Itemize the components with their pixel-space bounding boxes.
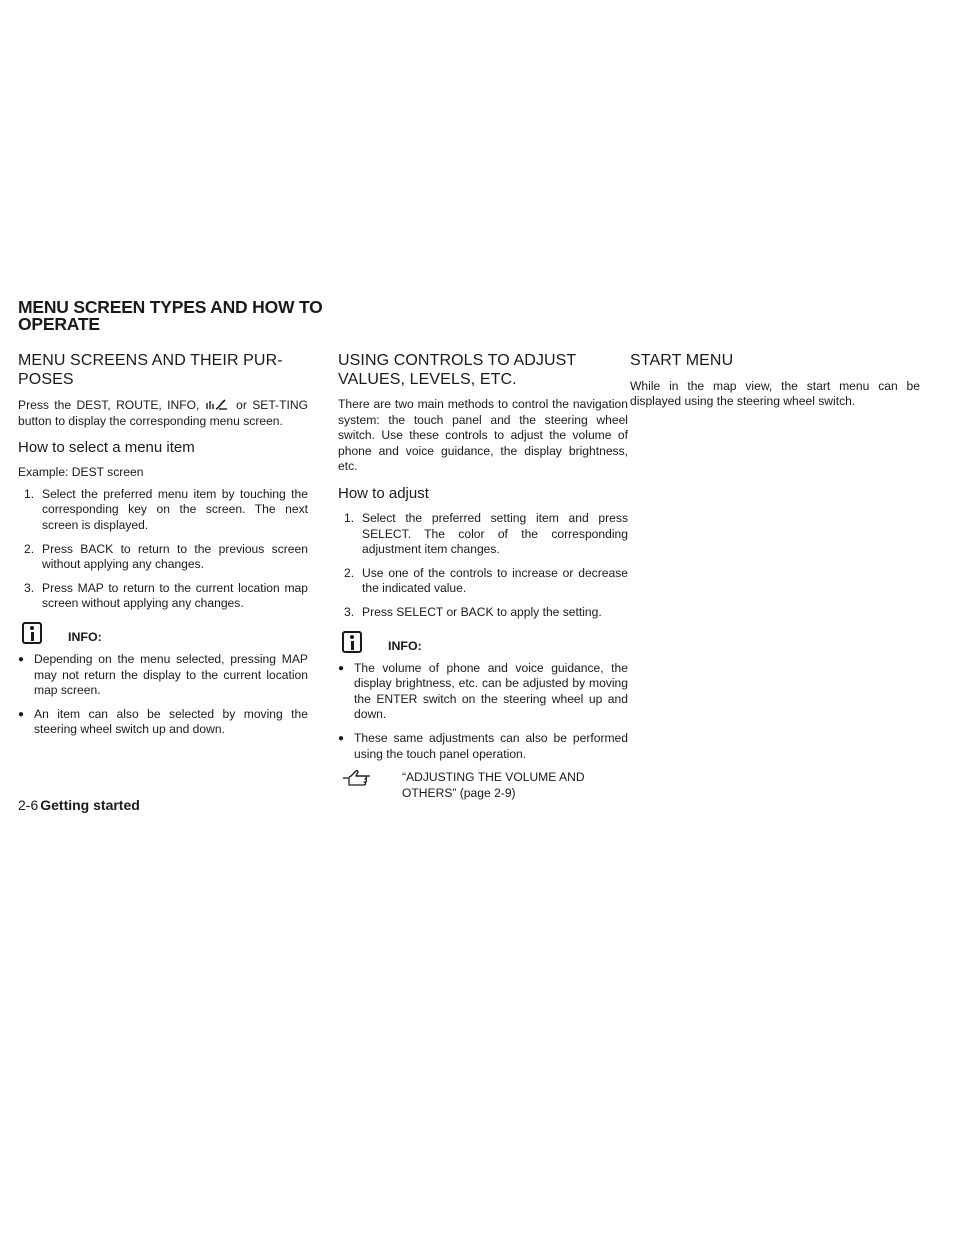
reference-text [402, 770, 585, 801]
list-item [18, 487, 308, 534]
column-start-menu [630, 352, 920, 416]
list-item [18, 581, 308, 612]
intro-text-a: Press the DEST, ROUTE, INFO, [18, 398, 200, 412]
subheading-how-to-adjust: How to adjust [338, 484, 429, 502]
info-icon [342, 631, 362, 653]
bullet-item: ● These same adjustments can also be performed using the touch panel operation. [338, 731, 628, 762]
step-number: 1. [344, 510, 355, 525]
info-label: INFO: [68, 629, 102, 644]
bullet-item: ● The volume of phone and voice guidance, the display brightness, etc. can be adjusted by moving the ENTER switch on the steering wheel up and down. [338, 661, 628, 723]
heading-line2: POSES [18, 370, 74, 388]
step-text: Press SELECT or BACK to apply the setting. [362, 604, 602, 619]
step-text: Press MAP to return to the current location map screen without applying any changes. [42, 580, 308, 611]
step-text: Press BACK to return to the previous screen without applying any changes. [42, 541, 308, 572]
list-item [338, 566, 628, 597]
page-footer [18, 796, 140, 814]
info-header [18, 620, 308, 644]
step-number: 2. [344, 565, 355, 580]
step-number: 2. [24, 541, 35, 556]
bullet-item: ● An item can also be selected by moving the steering wheel switch up and down. [18, 707, 308, 738]
steps-list [18, 487, 308, 612]
list-item [338, 605, 628, 621]
step-text: Select the preferred menu item by touching the corresponding key on the screen. The next screen is displayed. [42, 486, 308, 532]
column-menu-screens [18, 352, 308, 746]
heading-line2: VALUES, LEVELS, ETC. [338, 370, 517, 388]
steps-list [338, 511, 628, 621]
intro-paragraph [18, 397, 308, 429]
reference-line2: OTHERS” (page 2-9) [402, 785, 516, 800]
list-item [338, 511, 628, 558]
heading-start-menu: START MENU [630, 352, 734, 369]
heading-line1: MENU SCREENS AND THEIR PUR- [18, 352, 283, 369]
info-header [338, 629, 628, 653]
heading-line1: USING CONTROLS TO ADJUST [338, 352, 577, 369]
subheading-select-item: How to select a menu item [18, 439, 195, 457]
info-label: INFO: [388, 638, 422, 653]
bullet-item: ● Depending on the menu selected, pressing MAP may not return the display to the current location map screen. [18, 652, 308, 699]
chapter-name: Getting started [40, 797, 140, 813]
start-menu-text: While in the map view, the start menu can be displayed using the steering wheel switch. [630, 378, 920, 409]
section-title-line1: MENU SCREEN TYPES AND HOW TO [18, 297, 323, 317]
pointing-hand-icon [342, 770, 372, 788]
column-using-controls [338, 352, 628, 801]
section-title-line2: OPERATE [18, 314, 100, 334]
list-item [18, 542, 308, 573]
intro-text-b: or SET-TING button to display the corresponding menu screen. [18, 398, 308, 428]
step-text: Use one of the controls to increase or decrease the indicated value. [362, 565, 628, 596]
page-number: 2-6 [18, 797, 39, 813]
voice-button-icon [205, 397, 231, 411]
reference-line1: “ADJUSTING THE VOLUME AND [402, 770, 585, 785]
intro-paragraph: There are two main methods to control the navigation system: the touch panel and the steering wheel switch. Use these controls to adjust the volume of phone and voice guidance, the display brightness, etc. [338, 397, 628, 474]
step-number: 1. [24, 486, 35, 501]
section-title [18, 299, 338, 333]
step-number: 3. [24, 580, 35, 595]
example-text: Example: DEST screen [18, 465, 144, 480]
heading-menu-screens [18, 352, 308, 389]
step-text: Select the preferred setting item and press SELECT. The color of the corresponding adjustment item changes. [362, 510, 628, 557]
heading-using-controls [338, 352, 628, 389]
cross-reference [338, 770, 628, 801]
info-icon [22, 622, 42, 644]
step-number: 3. [344, 604, 355, 619]
